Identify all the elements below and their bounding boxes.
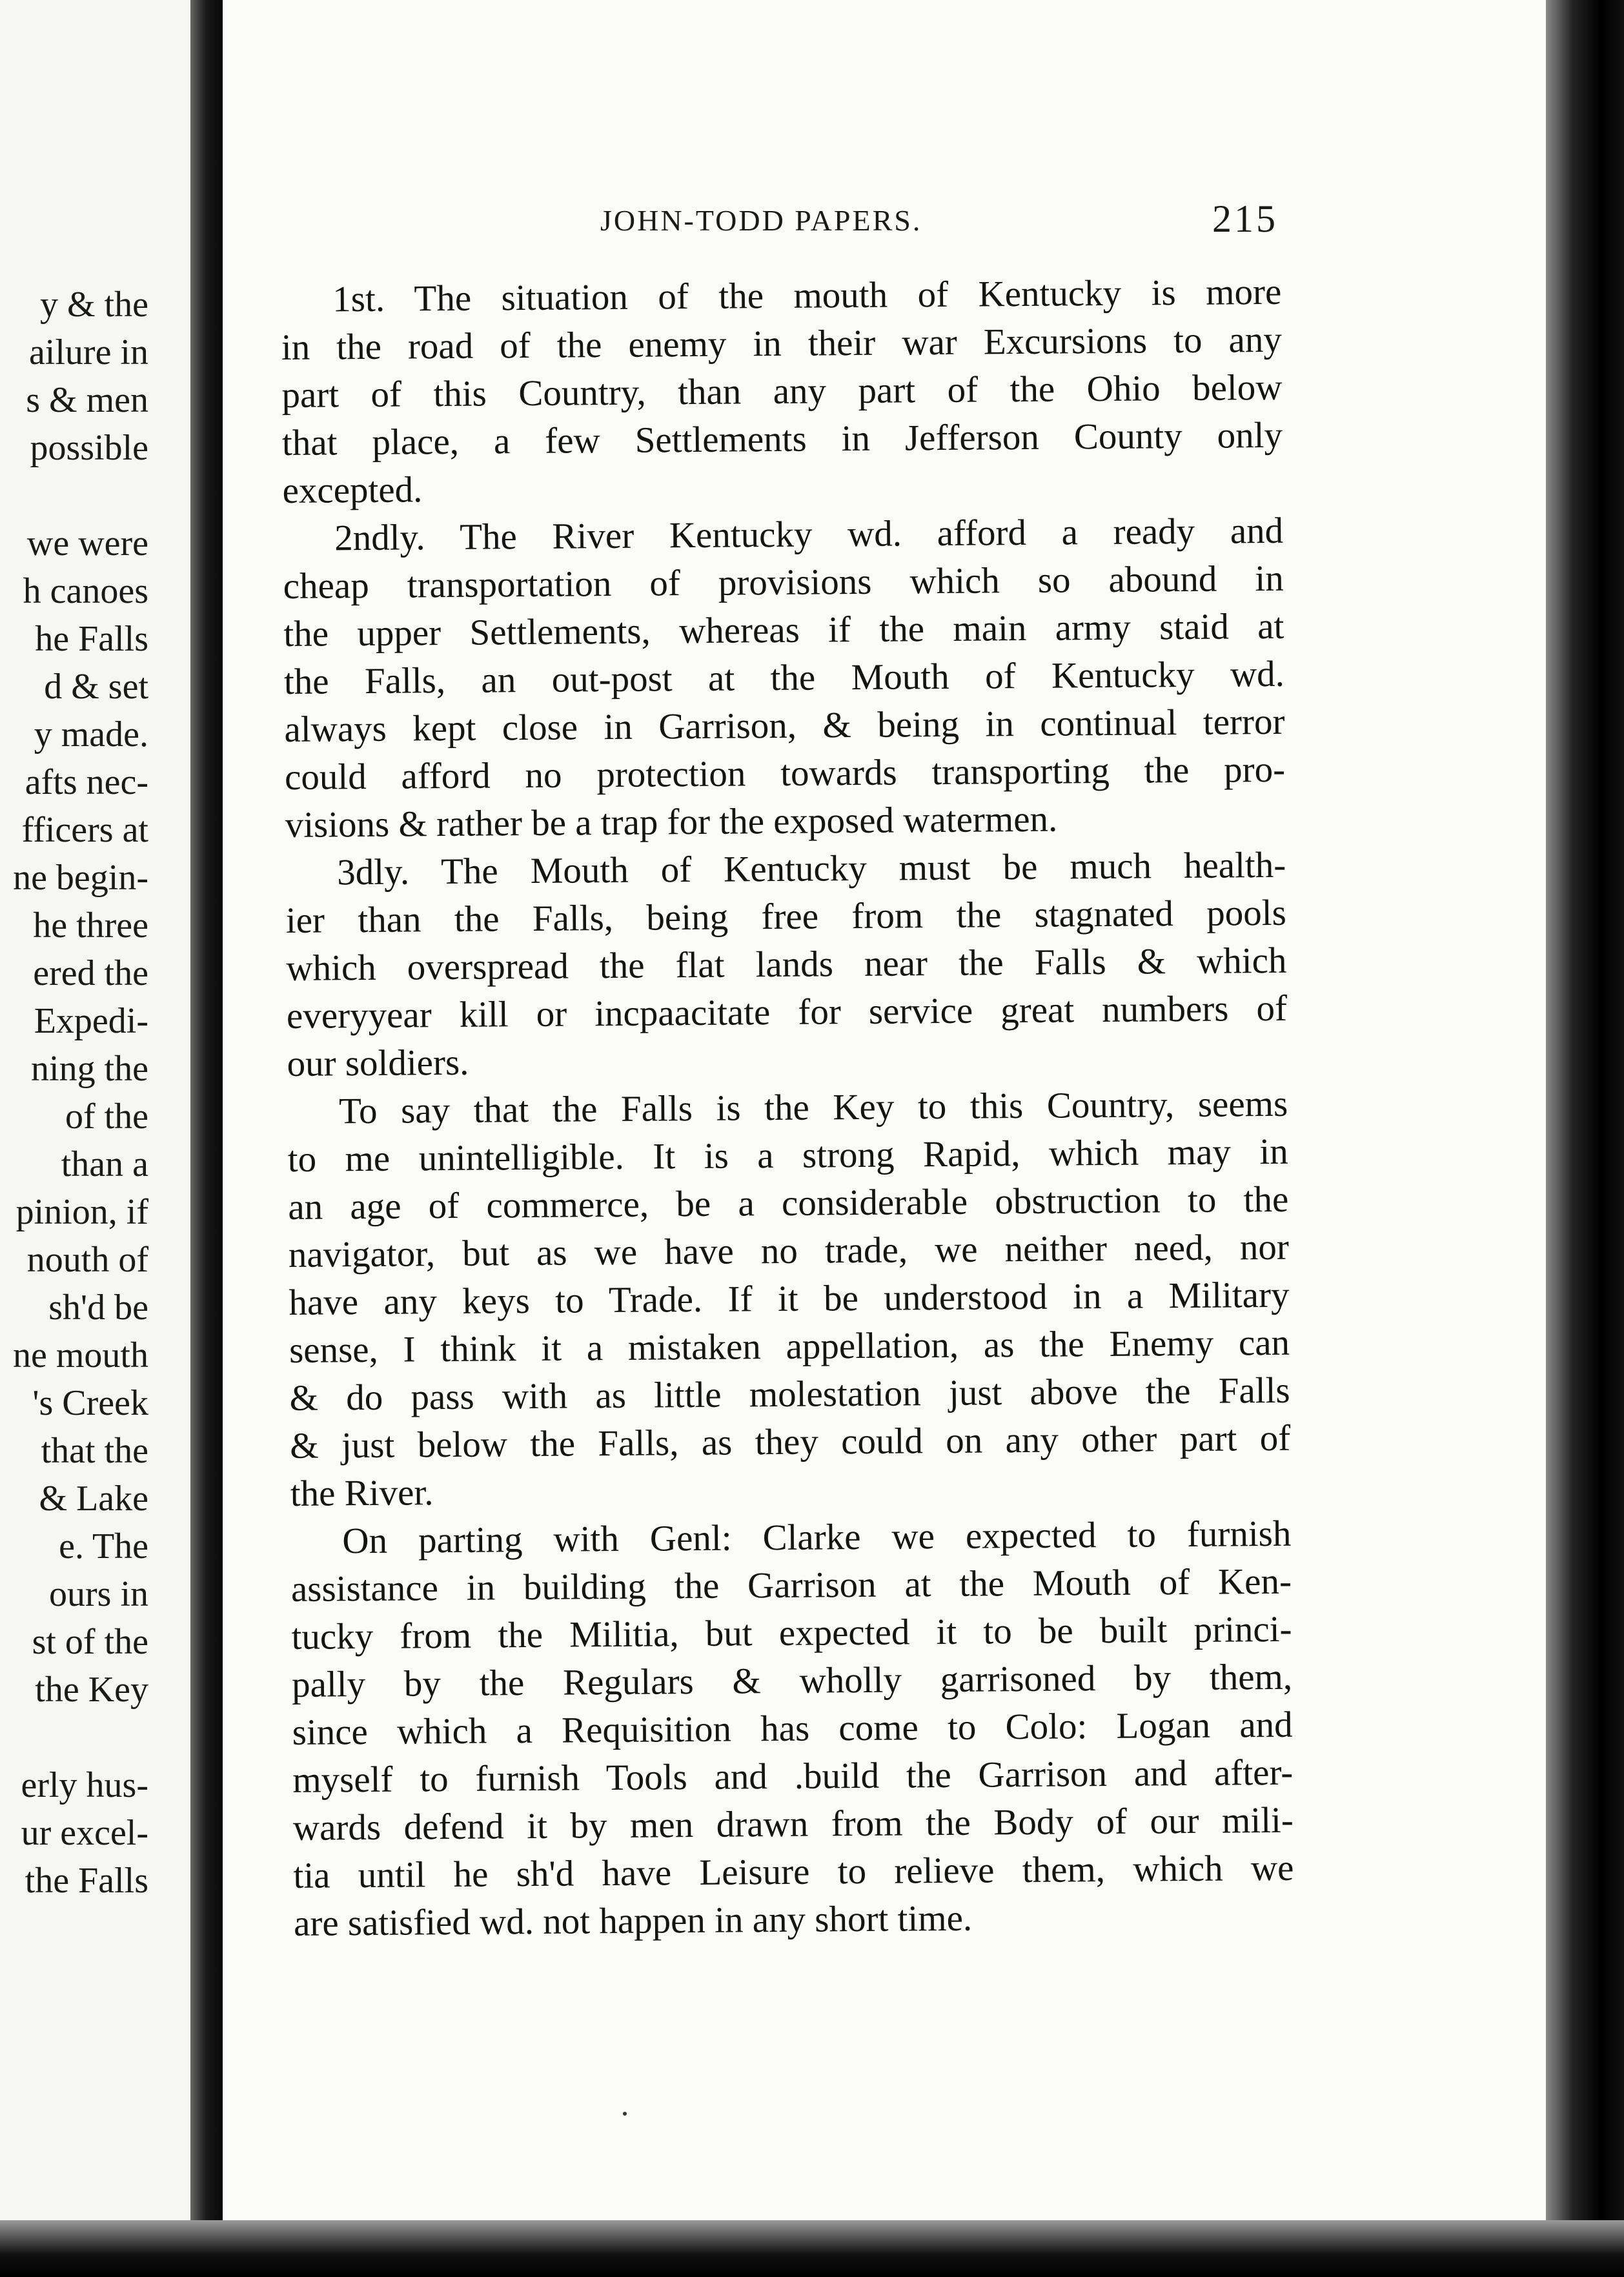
left-page-line: fficers at xyxy=(21,810,148,850)
text-line: myself to furnish Tools and .build the Garrison and after- xyxy=(292,1752,1294,1801)
left-page-line: erly hus- xyxy=(21,1765,148,1805)
text-line: to me unintelligible. It is a strong Rapid, which may in xyxy=(287,1131,1288,1180)
text-line: 3dly. The Mouth of Kentucky must be much health- xyxy=(337,844,1286,893)
text-line: excepted. xyxy=(282,469,423,511)
text-line: 1st. The situation of the mouth of Kentucky is more xyxy=(332,271,1282,320)
left-page-line: ailure in xyxy=(28,332,148,372)
text-line: tucky from the Militia, but expected it to be built princi- xyxy=(291,1608,1292,1657)
left-page-line: he three xyxy=(33,906,148,946)
left-page-line: ours in xyxy=(49,1574,148,1614)
left-page-line: Expedi- xyxy=(34,1001,148,1041)
left-page-line: nouth of xyxy=(26,1240,148,1280)
left-facing-page xyxy=(0,0,200,2233)
left-page-line: that the xyxy=(41,1431,148,1471)
left-page-line: the Key xyxy=(35,1670,148,1710)
left-page-line: st of the xyxy=(32,1622,148,1662)
text-line: assistance in building the Garrison at the Mouth of Ken- xyxy=(290,1561,1292,1610)
left-page-line: he Falls xyxy=(35,619,148,659)
text-line: & do pass with as little molestation just above the Falls xyxy=(289,1370,1290,1419)
left-page-line: d & set xyxy=(44,667,148,707)
text-line: have any keys to Trade. If it be understood in a Military xyxy=(289,1274,1290,1323)
text-line: ier than the Falls, being free from the stagnated pools xyxy=(285,892,1287,941)
text-line: everyyear kill or incpaacitate for service great numbers of xyxy=(286,987,1288,1037)
left-page-line: & Lake xyxy=(39,1479,148,1519)
page-edge-shadow xyxy=(1546,0,1624,2277)
body-text xyxy=(281,268,1294,1948)
text-line: our soldiers. xyxy=(287,1042,469,1084)
text-line: tia until he sh'd have Leisure to relieve them, which we xyxy=(293,1847,1294,1896)
text-line: the upper Settlements, whereas if the main army staid at xyxy=(283,605,1284,654)
text-line: pally by the Regulars & wholly garrisoned by them, xyxy=(291,1656,1293,1705)
text-line: always kept close in Garrison, & being in continual terror xyxy=(284,701,1285,750)
text-line: navigator, but as we have no trade, we neither need, nor xyxy=(288,1226,1290,1275)
text-line: the Falls, an out-post at the Mouth of Kentucky wd. xyxy=(283,653,1285,702)
left-page-line: pinion, if xyxy=(15,1192,148,1232)
left-page-line: than a xyxy=(61,1144,148,1184)
left-page-line: of the xyxy=(65,1097,148,1137)
left-page-line: ne mouth xyxy=(13,1335,148,1375)
left-page-text xyxy=(0,281,148,1905)
text-line: 2ndly. The River Kentucky wd. afford a ready and xyxy=(334,510,1284,559)
left-page-line: y & the xyxy=(40,285,148,325)
left-page-line: ning the xyxy=(31,1049,148,1089)
bottom-edge-shadow xyxy=(0,2220,1624,2277)
text-line: which overspread the flat lands near the Falls & which xyxy=(286,940,1287,989)
left-page-line: ered the xyxy=(33,953,148,993)
left-page-line: sh'd be xyxy=(48,1288,148,1328)
text-line: are satisfied wd. not happen in any short time. xyxy=(293,1898,973,1944)
left-page-line: s & men xyxy=(26,380,148,420)
text-line: visions & rather be a trap for the exposed watermen. xyxy=(285,798,1058,845)
print-speck xyxy=(623,2112,627,2116)
text-line: sense, I think it a mistaken appellation, as the Enemy can xyxy=(289,1322,1290,1371)
left-page-line: ur excel- xyxy=(21,1813,148,1853)
left-page-line: possible xyxy=(30,428,148,468)
running-title: JOHN-TODD PAPERS. xyxy=(600,204,922,237)
text-line: cheap transportation of provisions which so abound in xyxy=(283,558,1284,607)
page-number: 215 xyxy=(1212,197,1278,240)
text-line: wards defend it by men drawn from the Body of our mili- xyxy=(292,1799,1294,1848)
text-line: part of this Country, than any part of the Ohio below xyxy=(281,367,1283,416)
left-page-line: y made. xyxy=(34,714,148,754)
left-page-line: we were xyxy=(26,523,148,563)
left-page-line: 's Creek xyxy=(32,1383,148,1423)
left-page-line: afts nec- xyxy=(25,762,148,802)
left-page-line xyxy=(0,472,148,520)
text-line: On parting with Genl: Clarke we expected to furnish xyxy=(342,1513,1292,1562)
left-page-line: h canoes xyxy=(23,571,148,611)
page-header xyxy=(600,197,1278,248)
text-line: an age of commerce, be a considerable obstruction to the xyxy=(288,1179,1289,1228)
left-page-line: the Falls xyxy=(25,1861,148,1901)
text-line: the River. xyxy=(290,1472,434,1514)
text-line: since which a Requisition has come to Colo: Logan and xyxy=(292,1704,1293,1753)
text-line: that place, a few Settlements in Jefferson County only xyxy=(281,414,1283,463)
text-line: could afford no protection towards transporting the pro- xyxy=(284,749,1286,798)
text-line: & just below the Falls, as they could on any other part of xyxy=(289,1417,1291,1466)
text-line: in the road of the enemy in their war Excursions to any xyxy=(281,319,1283,368)
left-page-line: e. The xyxy=(59,1526,148,1566)
left-page-line xyxy=(0,1714,148,1761)
text-line: To say that the Falls is the Key to this Country, seems xyxy=(338,1083,1288,1132)
left-page-line: ne begin- xyxy=(13,858,148,898)
